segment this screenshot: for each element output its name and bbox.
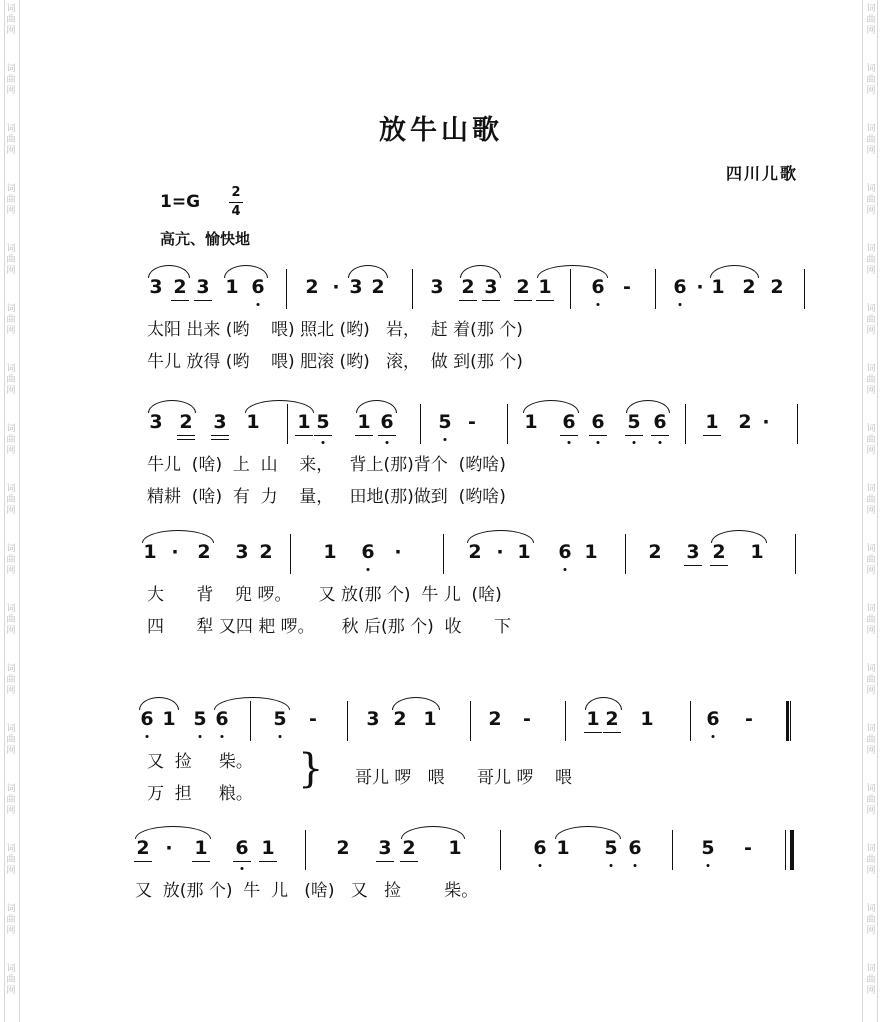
note: 1 — [524, 411, 538, 433]
note: 3 — [149, 411, 163, 433]
note: 2 — [468, 541, 482, 563]
note: 1 — [750, 541, 764, 563]
bar-line — [672, 830, 673, 870]
underline-beam — [211, 439, 229, 440]
underline-beam — [589, 435, 607, 436]
note: 3 — [235, 541, 249, 563]
underline-beam — [378, 435, 396, 436]
note: 2 — [461, 276, 475, 298]
octave-dot-below — [444, 438, 447, 441]
octave-dot-below — [679, 303, 682, 306]
watermark-text: 词 曲 网 — [6, 724, 16, 756]
bar-line — [565, 701, 566, 741]
slur — [710, 265, 759, 278]
song-title: 放牛山歌 — [379, 115, 503, 146]
watermark-text: 词 曲 网 — [6, 844, 16, 876]
slur — [537, 265, 608, 278]
note: · — [696, 276, 704, 298]
lyric-line: 万 担 粮。 — [147, 784, 253, 804]
bar-line — [470, 701, 471, 741]
note: 6 — [235, 837, 249, 859]
slur — [401, 826, 465, 839]
repeat-bar — [786, 701, 789, 741]
note: 2 — [742, 276, 756, 298]
note: · — [496, 541, 504, 563]
underline-beam — [651, 435, 669, 436]
note: 2 — [770, 276, 784, 298]
lyric-line: 精耕 (啥) 有 力 量， 田地(那)做到 (哟啥) — [147, 487, 506, 507]
note: 2 — [712, 541, 726, 563]
note: 1 — [705, 411, 719, 433]
tempo-marking: 高亢、愉快地 — [160, 230, 251, 248]
note: 6 — [591, 411, 605, 433]
note: 6 — [628, 837, 642, 859]
note: · — [394, 541, 402, 563]
underline-beam — [603, 732, 621, 733]
watermark-text: 词 曲 网 — [6, 424, 16, 456]
note: 6 — [251, 276, 265, 298]
octave-dot-below — [707, 864, 710, 867]
octave-dot-below — [712, 735, 715, 738]
bar-line — [347, 701, 348, 741]
bar-line — [790, 701, 791, 741]
note: 6 — [380, 411, 394, 433]
note: 3 — [349, 276, 363, 298]
note: 5 — [627, 411, 641, 433]
octave-dot-below — [221, 735, 224, 738]
note: 6 — [562, 411, 576, 433]
note: 2 — [488, 708, 502, 730]
note: 2 — [648, 541, 662, 563]
underline-beam — [710, 565, 728, 566]
note: 3 — [213, 411, 227, 433]
octave-dot-below — [199, 735, 202, 738]
watermark-text: 词 曲 网 — [866, 964, 876, 996]
bar-line — [507, 404, 508, 444]
octave-dot-below — [539, 864, 542, 867]
key-signature: 1=G — [160, 192, 201, 212]
watermark-text: 词 曲 网 — [6, 64, 16, 96]
note: 2 — [393, 708, 407, 730]
octave-dot-below — [633, 441, 636, 444]
octave-dot-below — [257, 303, 260, 306]
note: 3 — [430, 276, 444, 298]
watermark-text: 词 曲 网 — [866, 124, 876, 156]
slur — [626, 400, 670, 413]
underline-beam — [584, 732, 602, 733]
note: 2 — [179, 411, 193, 433]
note: 2 — [371, 276, 385, 298]
underline-beam — [355, 435, 373, 436]
note: 1 — [556, 837, 570, 859]
watermark-text: 词 曲 网 — [6, 604, 16, 636]
note: 2 — [402, 837, 416, 859]
watermark-text: 词 曲 网 — [6, 364, 16, 396]
note: 3 — [378, 837, 392, 859]
bar-line — [804, 269, 805, 309]
watermark-text: 词 曲 网 — [6, 4, 16, 36]
note: 3 — [196, 276, 210, 298]
watermark-text: 词 曲 网 — [866, 664, 876, 696]
note: - — [744, 837, 752, 859]
underline-beam — [560, 435, 578, 436]
note: 1 — [423, 708, 437, 730]
note: 6 — [706, 708, 720, 730]
underline-beam — [536, 300, 554, 301]
watermark-text: 词 曲 网 — [6, 784, 16, 816]
note: 5 — [273, 708, 287, 730]
slur — [711, 530, 767, 543]
watermark-text: 词 曲 网 — [6, 124, 16, 156]
watermark-text: 词 曲 网 — [866, 484, 876, 516]
note: 1 — [297, 411, 311, 433]
note: 1 — [225, 276, 239, 298]
underline-beam — [376, 861, 394, 862]
underline-beam — [259, 861, 277, 862]
note: 1 — [640, 708, 654, 730]
underline-beam — [684, 565, 702, 566]
watermark-text: 词 曲 网 — [6, 964, 16, 996]
underline-beam — [295, 435, 313, 436]
note: 1 — [323, 541, 337, 563]
final-bar — [790, 830, 794, 870]
note: 2 — [605, 708, 619, 730]
note: 2 — [738, 411, 752, 433]
note: · — [762, 411, 770, 433]
note: 1 — [448, 837, 462, 859]
note: 2 — [259, 541, 273, 563]
note: · — [332, 276, 340, 298]
note: 5 — [316, 411, 330, 433]
note: 1 — [711, 276, 725, 298]
note: 5 — [701, 837, 715, 859]
bar-line — [797, 404, 798, 444]
slur — [135, 826, 211, 839]
underline-beam — [233, 861, 251, 862]
time-signature — [229, 185, 243, 220]
watermark-text: 词 曲 网 — [866, 604, 876, 636]
octave-dot-below — [634, 864, 637, 867]
note: 6 — [673, 276, 687, 298]
octave-dot-below — [146, 735, 149, 738]
note: 2 — [197, 541, 211, 563]
slur — [523, 400, 579, 413]
watermark-text: 词 曲 网 — [6, 904, 16, 936]
watermark-text: 词 曲 网 — [866, 544, 876, 576]
slur — [467, 530, 534, 543]
watermark-text: 词 曲 网 — [6, 484, 16, 516]
slur — [224, 265, 268, 278]
octave-dot-below — [564, 568, 567, 571]
note: 1 — [517, 541, 531, 563]
watermark-text: 词 曲 网 — [866, 364, 876, 396]
note: 2 — [173, 276, 187, 298]
underline-beam — [211, 435, 229, 436]
watermark-text: 词 曲 网 — [866, 244, 876, 276]
bar-line — [785, 830, 786, 870]
watermark-text: 词 曲 网 — [866, 904, 876, 936]
octave-dot-below — [241, 867, 244, 870]
note: · — [165, 837, 173, 859]
note: 1 — [357, 411, 371, 433]
watermark-text: 词 曲 网 — [866, 724, 876, 756]
octave-dot-below — [568, 441, 571, 444]
watermark-text: 词 曲 网 — [6, 544, 16, 576]
note: 1 — [261, 837, 275, 859]
lyric-line: 大 背 兜 啰。 又 放(那 个) 牛 儿 (啥) — [147, 585, 502, 605]
slur — [148, 400, 196, 413]
note: 6 — [591, 276, 605, 298]
note: 1 — [584, 541, 598, 563]
note: 2 — [136, 837, 150, 859]
bar-line — [625, 534, 626, 574]
note: - — [745, 708, 753, 730]
note: 5 — [438, 411, 452, 433]
note: 3 — [484, 276, 498, 298]
octave-dot-below — [367, 568, 370, 571]
lyric-line: 太阳 出来 (哟 喂) 照北 (哟) 岩， 赶 着(那 个) — [147, 320, 523, 340]
note: 6 — [558, 541, 572, 563]
note: 5 — [604, 837, 618, 859]
bar-line — [420, 404, 421, 444]
slur — [148, 265, 190, 278]
note: 3 — [149, 276, 163, 298]
note: 6 — [361, 541, 375, 563]
underline-beam — [482, 300, 500, 301]
underline-beam — [625, 435, 643, 436]
slur — [245, 400, 314, 413]
slur — [139, 697, 179, 710]
bar-line — [290, 534, 291, 574]
slur — [356, 400, 397, 413]
octave-dot-below — [659, 441, 662, 444]
time-denominator: 4 — [231, 204, 241, 219]
octave-dot-below — [597, 441, 600, 444]
note: 1 — [143, 541, 157, 563]
underline-beam — [400, 861, 418, 862]
note: 5 — [193, 708, 207, 730]
refrain-lyric: 哥儿 啰 喂 哥儿 啰 喂 — [355, 768, 573, 788]
note: 1 — [162, 708, 176, 730]
watermark-text: 词 曲 网 — [6, 304, 16, 336]
underline-beam — [192, 861, 210, 862]
note: 2 — [516, 276, 530, 298]
watermark-text: 词 曲 网 — [866, 424, 876, 456]
lyric-brace: } — [298, 746, 324, 792]
note: - — [623, 276, 631, 298]
watermark-text: 词 曲 网 — [866, 304, 876, 336]
watermark-text: 词 曲 网 — [6, 664, 16, 696]
slur — [142, 530, 214, 543]
underline-beam — [514, 300, 532, 301]
bar-line — [795, 534, 796, 574]
watermark-text: 词 曲 网 — [866, 784, 876, 816]
lyric-line: 又 放(那 个) 牛 儿 (啥) 又 捡 柴。 — [135, 881, 479, 901]
underline-beam — [134, 861, 152, 862]
note: 6 — [140, 708, 154, 730]
lyric-line: 又 捡 柴。 — [147, 752, 253, 772]
note: 6 — [533, 837, 547, 859]
watermark-text: 词 曲 网 — [866, 844, 876, 876]
note: 1 — [586, 708, 600, 730]
note: - — [523, 708, 531, 730]
note: - — [468, 411, 476, 433]
song-subtitle: 四川儿歌 — [725, 164, 798, 183]
lyric-line: 牛儿 放得 (哟 喂) 肥滚 (哟) 滚， 做 到(那 个) — [147, 352, 523, 372]
octave-dot-below — [610, 864, 613, 867]
underline-beam — [459, 300, 477, 301]
note: - — [309, 708, 317, 730]
note: 2 — [305, 276, 319, 298]
slur — [555, 826, 621, 839]
bar-line — [685, 404, 686, 444]
note: 3 — [366, 708, 380, 730]
octave-dot-below — [386, 441, 389, 444]
underline-beam — [177, 435, 195, 436]
time-numerator: 2 — [231, 185, 241, 200]
note: 6 — [215, 708, 229, 730]
bar-line — [690, 701, 691, 741]
octave-dot-below — [597, 303, 600, 306]
bar-line — [412, 269, 413, 309]
underline-beam — [171, 300, 189, 301]
underline-beam — [194, 300, 212, 301]
watermark-text: 词 曲 网 — [6, 184, 16, 216]
bar-line — [500, 830, 501, 870]
lyric-line: 牛儿 (啥) 上 山 来， 背上(那)背个 (哟啥) — [147, 455, 506, 475]
lyric-line: 四 犁 又四 耙 啰。 秋 后(那 个) 收 下 — [147, 617, 511, 637]
slur — [585, 697, 622, 710]
note: 1 — [246, 411, 260, 433]
octave-dot-below — [279, 735, 282, 738]
slur — [348, 265, 388, 278]
underline-beam — [703, 435, 721, 436]
octave-dot-below — [322, 441, 325, 444]
bar-line — [286, 269, 287, 309]
note: 1 — [194, 837, 208, 859]
note: 1 — [538, 276, 552, 298]
slur — [214, 697, 290, 710]
note: · — [171, 541, 179, 563]
bar-line — [443, 534, 444, 574]
note: 3 — [686, 541, 700, 563]
watermark-text: 词 曲 网 — [6, 244, 16, 276]
watermark-text: 词 曲 网 — [866, 184, 876, 216]
bar-line — [655, 269, 656, 309]
bar-line — [305, 830, 306, 870]
watermark-text: 词 曲 网 — [866, 4, 876, 36]
underline-beam — [314, 435, 332, 436]
slur — [392, 697, 440, 710]
note: 6 — [653, 411, 667, 433]
slur — [460, 265, 501, 278]
watermark-text: 词 曲 网 — [866, 64, 876, 96]
note: 2 — [336, 837, 350, 859]
underline-beam — [177, 439, 195, 440]
